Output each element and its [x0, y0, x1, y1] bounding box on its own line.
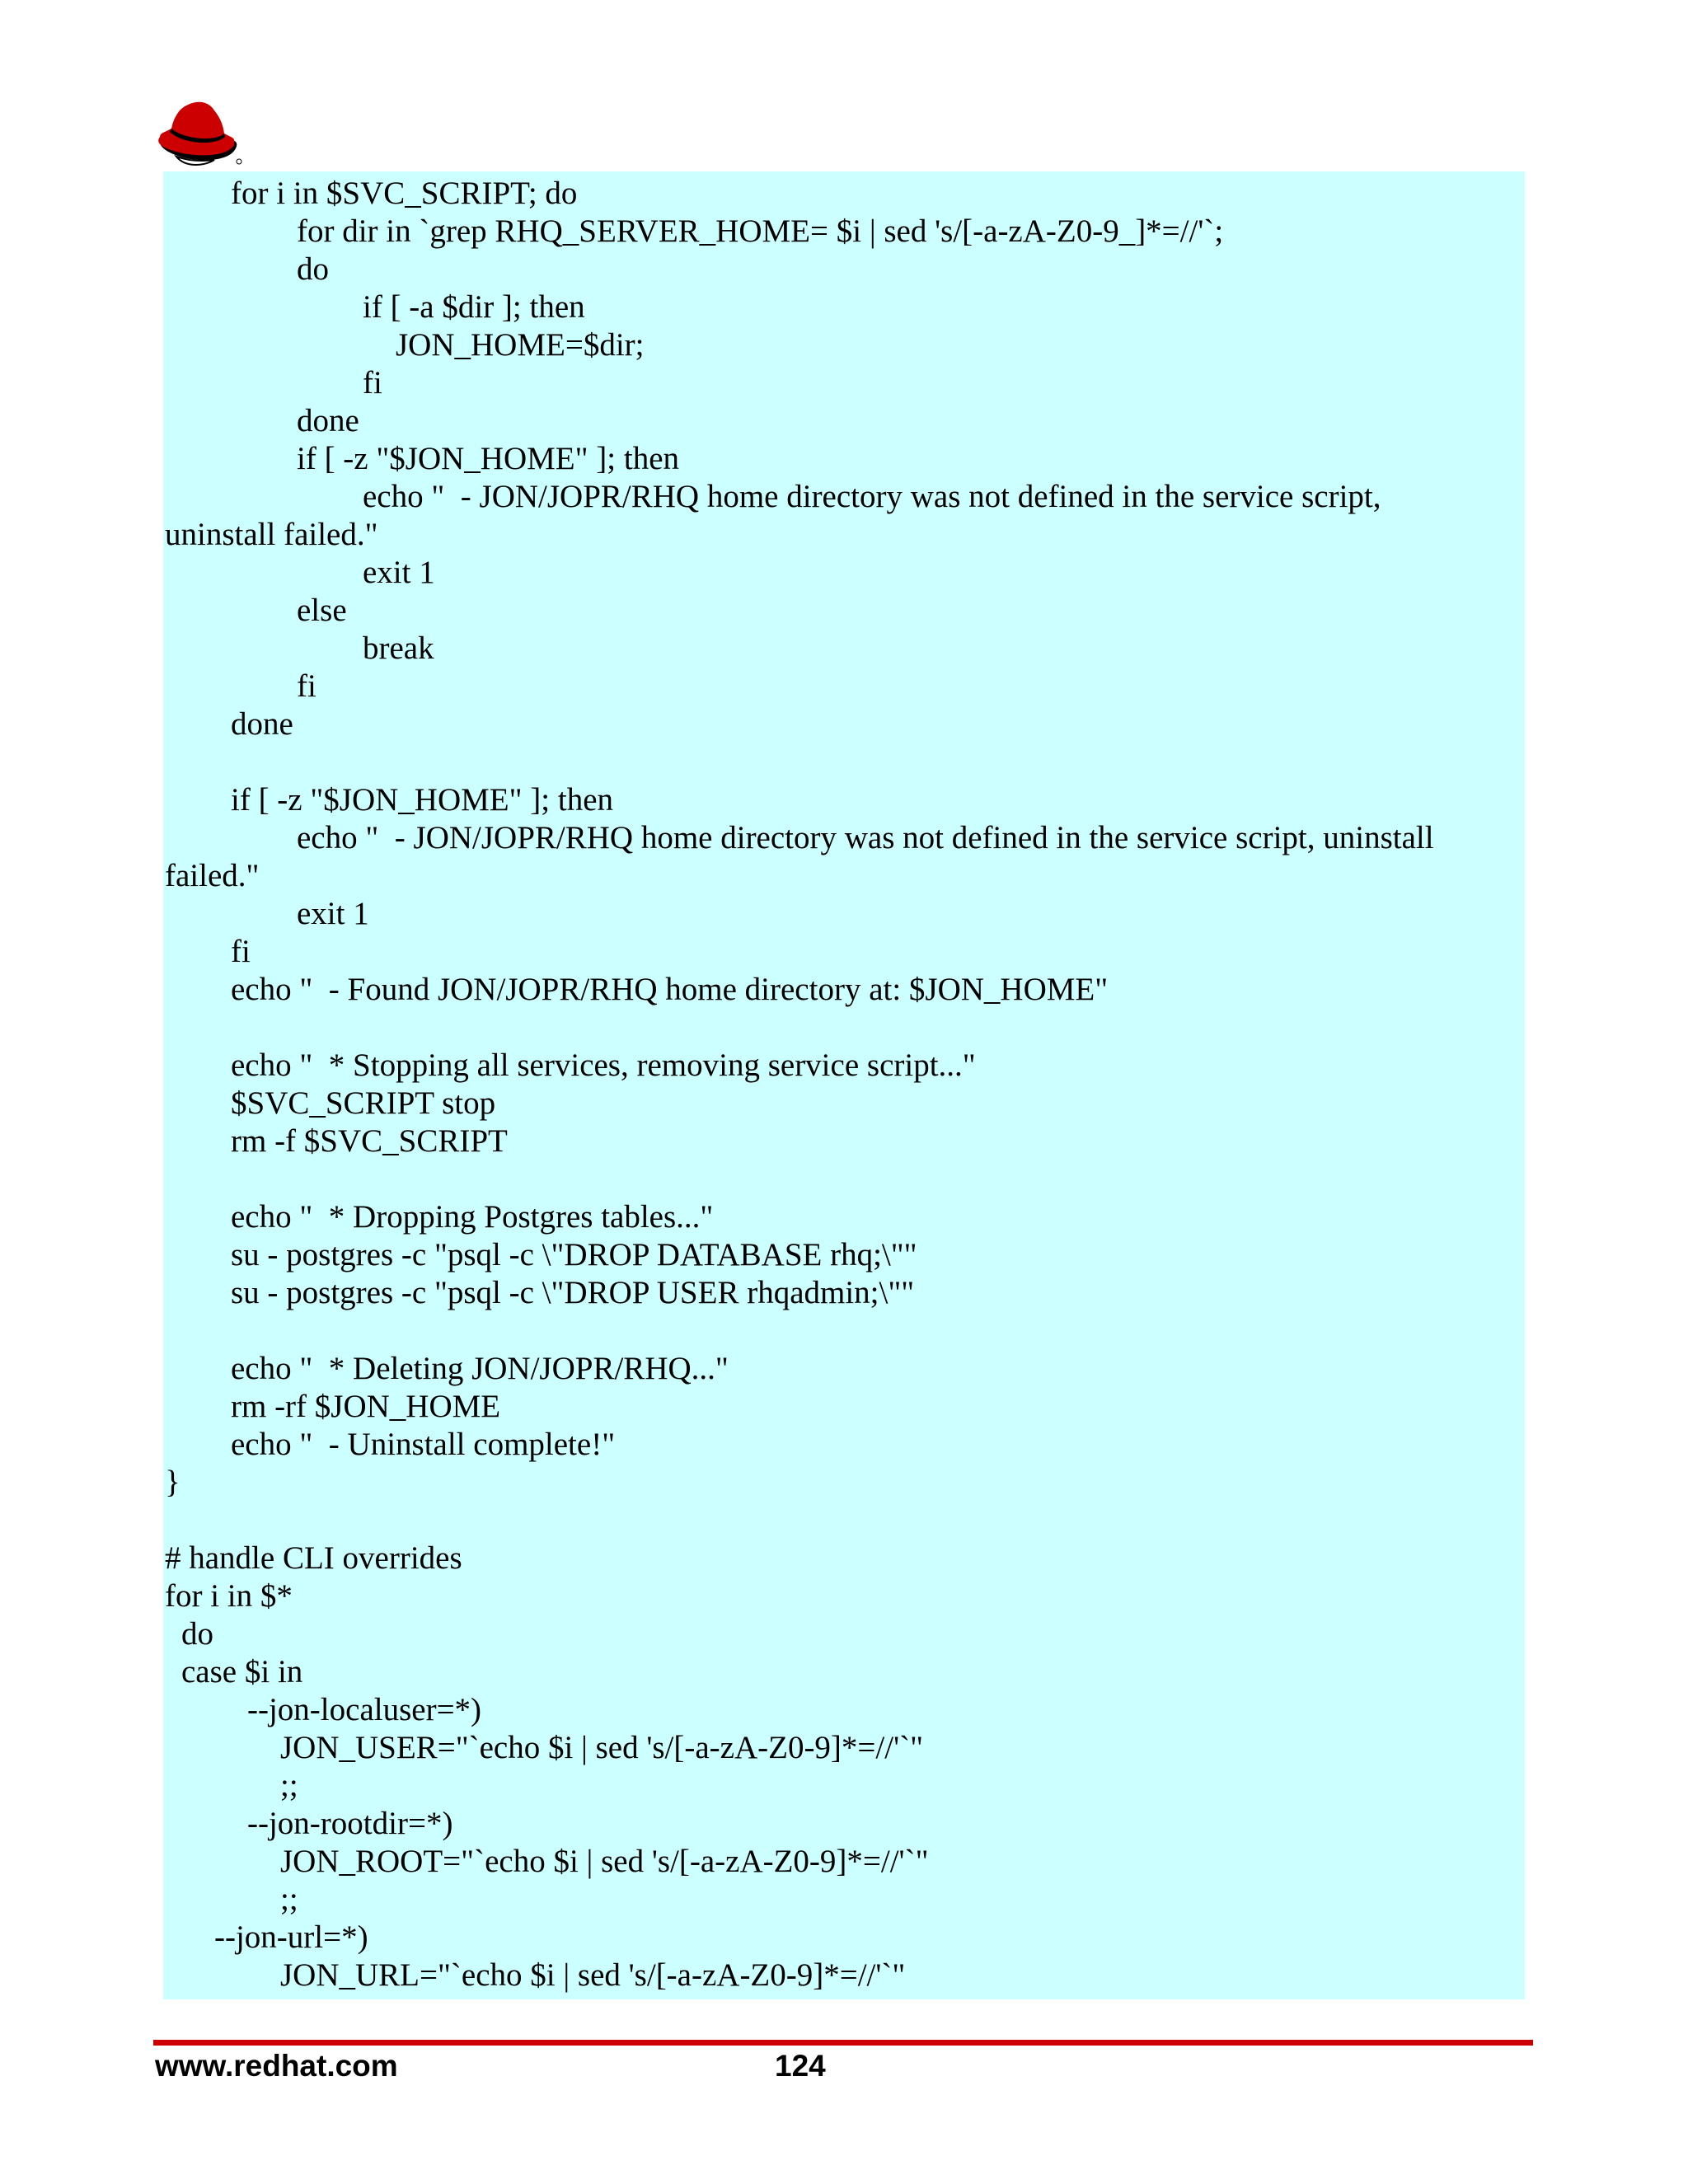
code-line: failed." [165, 858, 260, 893]
code-line: if [ -a $dir ]; then [363, 289, 585, 325]
code-line: JON_URL="`echo $i | sed 's/[-a-zA-Z0-9]*=//'`" [280, 1957, 906, 1993]
code-line: --jon-rootdir=*) [247, 1806, 453, 1841]
footer-divider [153, 2040, 1533, 2046]
code-line: for i in $* [165, 1578, 293, 1614]
code-line: ;; [280, 1882, 298, 1917]
code-line: echo " * Deleting JON/JOPR/RHQ..." [231, 1351, 729, 1386]
code-line: break [363, 630, 434, 666]
code-line: fi [231, 934, 251, 969]
code-line: if [ -z "$JON_HOME" ]; then [297, 441, 680, 476]
code-line: su - postgres -c "psql -c \"DROP USER rhqadmin;\"" [231, 1275, 915, 1310]
code-line: ;; [280, 1768, 298, 1803]
code-line: --jon-url=*) [214, 1919, 368, 1955]
code-line: echo " * Stopping all services, removing service script..." [231, 1047, 976, 1083]
page-number: 124 [775, 2049, 826, 2083]
code-line: exit 1 [363, 555, 435, 590]
code-line: echo " - JON/JOPR/RHQ home directory was not defined in the service script, [363, 479, 1381, 514]
code-line: do [181, 1616, 213, 1652]
code-line: if [ -z "$JON_HOME" ]; then [231, 782, 614, 818]
code-line: fi [363, 365, 382, 401]
code-line: rm -rf $JON_HOME [231, 1389, 501, 1424]
code-line: for i in $SVC_SCRIPT; do [231, 176, 578, 211]
redhat-logo-icon [153, 96, 244, 166]
code-listing [163, 171, 1525, 1999]
code-line: echo " - JON/JOPR/RHQ home directory was not defined in the service script, uninstall [297, 820, 1434, 855]
code-line: su - postgres -c "psql -c \"DROP DATABASE rhq;\"" [231, 1237, 917, 1272]
code-line: fi [297, 668, 316, 704]
code-line: do [297, 251, 329, 287]
code-line: JON_USER="`echo $i | sed 's/[-a-zA-Z0-9]*=//'`" [280, 1730, 924, 1765]
code-line: done [297, 403, 359, 438]
code-line: done [231, 706, 293, 742]
code-line: echo " - Uninstall complete!" [231, 1427, 616, 1462]
code-line: echo " - Found JON/JOPR/RHQ home directory at: $JON_HOME" [231, 972, 1109, 1007]
code-line: --jon-localuser=*) [247, 1692, 482, 1727]
code-line: $SVC_SCRIPT stop [231, 1085, 496, 1121]
code-line: } [165, 1465, 181, 1500]
code-line: for dir in `grep RHQ_SERVER_HOME= $i | sed 's/[-a-zA-Z0-9_]*=//'`; [297, 213, 1224, 249]
code-line: JON_HOME=$dir; [396, 327, 645, 363]
code-line: echo " * Dropping Postgres tables..." [231, 1199, 714, 1235]
code-line: rm -f $SVC_SCRIPT [231, 1123, 508, 1159]
code-line: else [297, 593, 347, 628]
code-line: # handle CLI overrides [165, 1540, 462, 1576]
code-line: JON_ROOT="`echo $i | sed 's/[-a-zA-Z0-9]*=//'`" [280, 1844, 929, 1879]
code-line: exit 1 [297, 896, 369, 931]
code-line: case $i in [181, 1654, 303, 1690]
code-line: uninstall failed." [165, 517, 378, 552]
footer-url: www.redhat.com [155, 2049, 398, 2083]
